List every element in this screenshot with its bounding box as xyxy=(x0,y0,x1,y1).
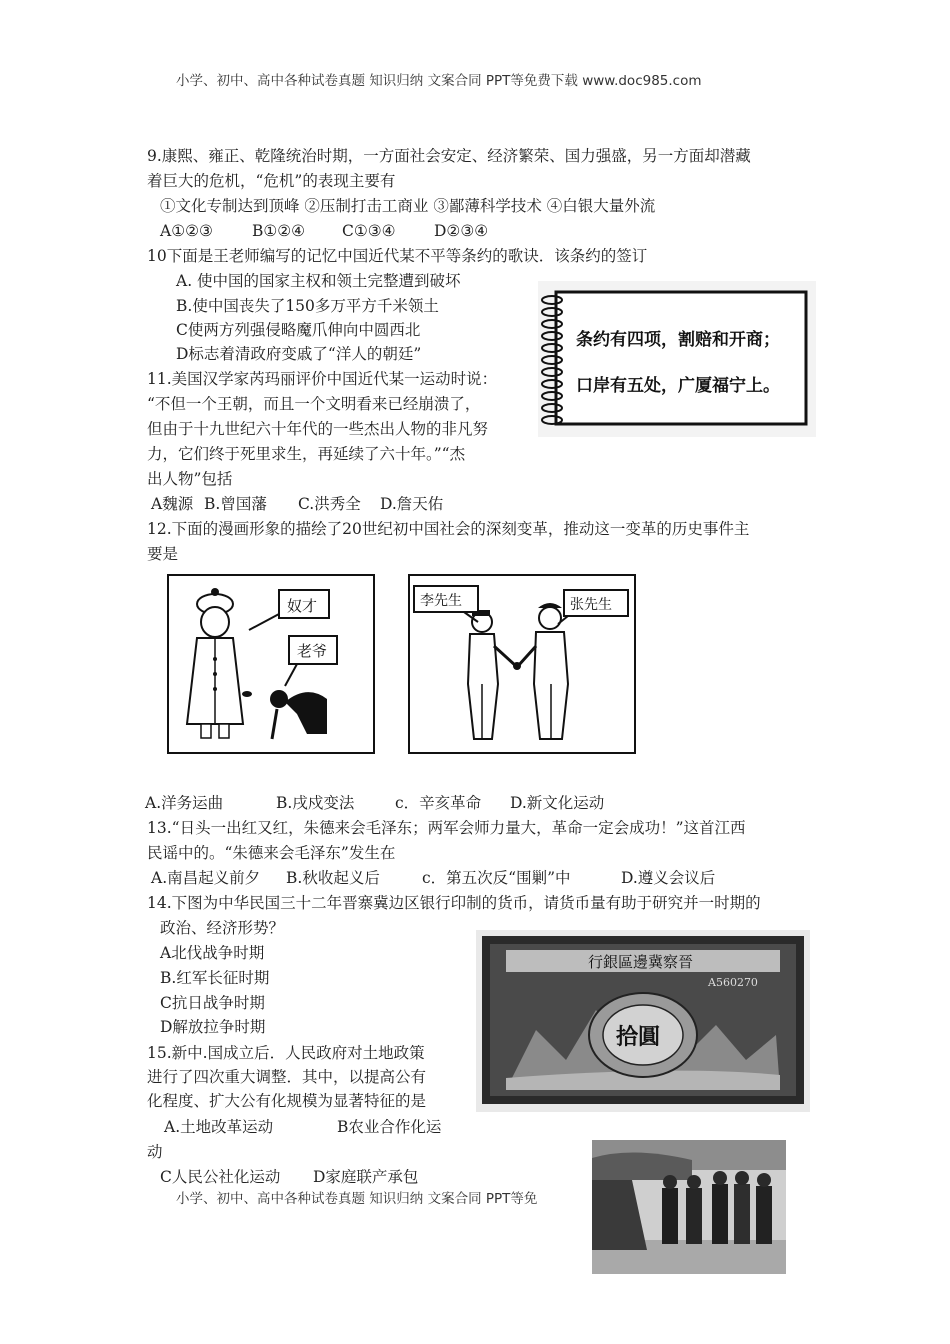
q14-stem-line2: 政治、经济形势？ xyxy=(160,919,285,937)
q14-option-c: C抗日战争时期 xyxy=(160,994,265,1012)
q11-line5: 出人物”包括 xyxy=(147,470,233,488)
handshake-photo xyxy=(592,1140,786,1274)
q10-option-a: A. 使中国的国家主权和领土完整遭到破坏 xyxy=(176,272,461,290)
q10-option-b: B.使中国丧失了150多万平方千米领土 xyxy=(176,297,439,315)
q13-option-b: B.秋收起义后 xyxy=(286,869,380,887)
q10-option-d: D标志着清政府变戚了“洋人的朝廷” xyxy=(176,345,422,363)
q13-option-c: c．第五次反“围剿”中 xyxy=(422,869,571,887)
q11-line2: “不但一个王朝，而且一个文明看来已经崩溃了， xyxy=(147,395,481,413)
bubble-mr-zhang: 张先生 xyxy=(570,597,612,613)
q15-line1: 15.新中.国成立后．人民政府对土地政策 xyxy=(147,1044,425,1062)
treaty-notebook-figure xyxy=(534,278,820,440)
q12-option-b: B.戌戍变法 xyxy=(276,794,355,812)
q9-option-b: B①②④ xyxy=(252,222,306,240)
notebook-line-1: 条约有四项，割赔和开商； xyxy=(576,330,780,350)
cartoon-handshake xyxy=(408,574,636,754)
q12-option-c: c．辛亥革命 xyxy=(395,794,482,812)
q13-stem-line2: 民谣中的。“朱德来会毛泽东”发生在 xyxy=(147,844,396,862)
q9-option-a: A①②③ xyxy=(160,222,213,240)
q13-stem-line1: 13.“日头一出红又红，朱德来会毛泽东；两军会师力量大，革命一定会成功！”这首江西 xyxy=(147,819,746,837)
q11-line3: 但由于十九世纪六十年代的一些杰出人物的非凡努 xyxy=(147,420,489,438)
q9-option-c: C①③④ xyxy=(342,222,396,240)
q15-option-c: C人民公社化运动 xyxy=(160,1168,281,1186)
q14-option-d: D解放拉争时期 xyxy=(160,1018,266,1036)
q15-option-d: D家庭联产承包 xyxy=(313,1168,419,1186)
q11-line1: 11.美国汉学家芮玛丽评价中国近代某一运动时说： xyxy=(147,370,498,388)
q12-option-a: A.洋务运曲 xyxy=(145,794,224,812)
q15-line2: 进行了四次重大调整．其中，以提高公有 xyxy=(147,1068,427,1086)
q13-option-a: A.南昌起义前夕 xyxy=(151,869,261,887)
q9-option-d: D②③④ xyxy=(434,222,489,240)
q14-option-b: B.红军长征时期 xyxy=(160,969,270,987)
bubble-servant-word: 奴才 xyxy=(287,597,318,615)
banknote-denomination: 拾圓 xyxy=(616,1024,661,1050)
q11-option-c: C.洪秀全 xyxy=(298,495,361,513)
q11-option-a: A魏源 xyxy=(151,495,194,513)
page-header: 小学、初中、高中各种试卷真题 知识归纳 文案合同 PPT等免费下载 www.doc985.com xyxy=(176,73,702,89)
bubble-mr-li: 李先生 xyxy=(420,593,462,609)
q12-stem-line2: 要是 xyxy=(147,545,179,563)
q14-option-a: A北伐战争时期 xyxy=(160,944,265,962)
q15-option-b-continued: 动 xyxy=(147,1143,163,1161)
q9-stem-line2: 着巨大的危机，“危机”的表现主要有 xyxy=(147,172,396,190)
q10-stem: 10下面是王老师编写的记忆中国近代某不平等条约的歌诀．该条约的签订 xyxy=(147,247,648,265)
q11-option-b: B.曾国藩 xyxy=(204,495,267,513)
q9-items: ①文化专制达到顶峰 ②压制打击工商业 ③鄙薄科学技术 ④白银大量外流 xyxy=(160,197,656,215)
q14-stem-line1: 14.下图为中华民国三十二年晋寨冀边区银行印制的货币，请货币量有助于研究并一时期的 xyxy=(147,894,761,912)
q10-option-c: C使两方列强侵略魔爪伸向中圆西北 xyxy=(176,321,421,339)
q13-option-d: D.遵义会议后 xyxy=(621,869,716,887)
q12-stem-line1: 12.下面的漫画形象的描绘了20世纪初中国社会的深刻变革，推动这一变革的历史事件主 xyxy=(147,520,750,538)
q11-line4: 力，它们终于死里求生，再延续了六十年。”“杰 xyxy=(147,445,466,463)
notebook-line-2: 口岸有五处，广厦福宁上。 xyxy=(576,376,780,396)
q15-option-b: B农业合作化运 xyxy=(337,1118,442,1136)
q9-stem-line1: 9.康熙、雍正、乾隆统治时期，一方面社会安定、经济繁荣、国力强盛，另一方面却潜藏 xyxy=(147,147,751,165)
bubble-master-word: 老爷 xyxy=(297,642,328,660)
cartoon-master-servant xyxy=(167,574,375,754)
q11-option-d: D.詹天佑 xyxy=(380,495,444,513)
banknote-figure xyxy=(476,930,810,1112)
banknote-bank-name: 行銀區邊冀察晉 xyxy=(588,953,694,971)
banknote-serial: A560270 xyxy=(708,976,758,989)
q12-option-d: D.新文化运动 xyxy=(510,794,605,812)
q15-line3: 化程度、扩大公有化规模为显著特征的是 xyxy=(147,1092,427,1110)
page-footer: 小学、初中、高中各种试卷真题 知识归纳 文案合同 PPT等免 xyxy=(176,1191,538,1207)
q15-option-a: A.土地改革运动 xyxy=(164,1118,274,1136)
